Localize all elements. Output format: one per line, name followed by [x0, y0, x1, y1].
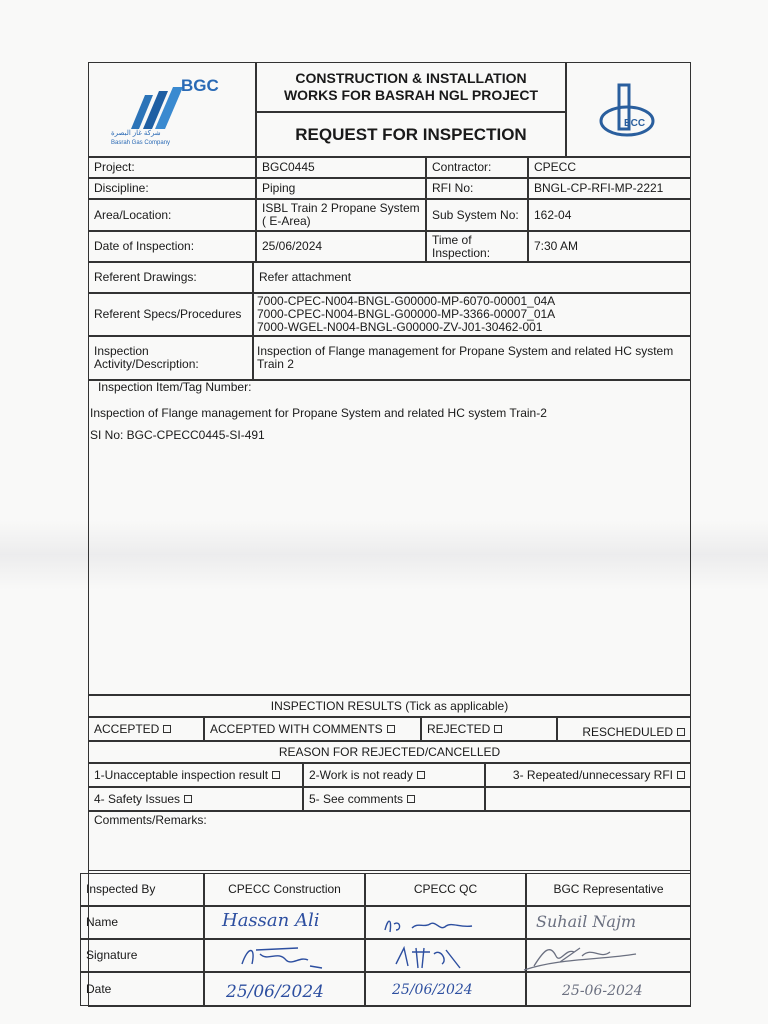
reason-3-label: 3- Repeated/unnecessary RFI	[512, 767, 673, 782]
handwritten-date-3: 25-06-2024	[562, 983, 643, 999]
reason-1-option[interactable]	[88, 763, 303, 787]
date-label: Date of Inspection:	[88, 231, 256, 262]
project-title	[256, 62, 566, 112]
project-title-line1: CONSTRUCTION & INSTALLATION	[295, 70, 527, 86]
item-label: Inspection Item/Tag Number:	[98, 380, 252, 394]
ecc-logo-text: ECC	[624, 118, 646, 129]
reason-2-checkbox[interactable]	[417, 771, 425, 779]
specs-value	[253, 293, 691, 336]
rescheduled-label: RESCHEDULED	[582, 724, 673, 739]
bgc-logo-cell	[88, 62, 256, 157]
accepted-comments-option[interactable]	[204, 717, 421, 741]
col-cpecc-qc: CPECC QC	[365, 873, 526, 906]
rfi-value: BNGL-CP-RFI-MP-2221	[528, 178, 691, 199]
contractor-label: Contractor:	[426, 157, 528, 178]
accepted-label: ACCEPTED	[94, 721, 160, 736]
discipline-value: Piping	[256, 178, 426, 199]
subsystem-label: Sub System No:	[426, 199, 528, 231]
date-row-label: Date	[80, 972, 204, 1006]
handwritten-name-1: Hassan Ali	[222, 910, 320, 931]
col-cpecc-construction: CPECC Construction	[204, 873, 365, 906]
handwritten-date-1: 25/06/2024	[226, 982, 324, 1002]
accepted-checkbox[interactable]	[163, 725, 171, 733]
time-label: Time of Inspection:	[426, 231, 528, 262]
handwritten-name-3: Suhail Najm	[536, 912, 637, 931]
contractor-value: CPECC	[528, 157, 691, 178]
rejected-option[interactable]	[421, 717, 557, 741]
item-line2: SI No: BGC-CPECC0445-SI-491	[90, 428, 265, 442]
reason-title: REASON FOR REJECTED/CANCELLED	[88, 741, 691, 763]
reason-empty-cell	[485, 787, 691, 811]
drawings-value: Refer attachment	[253, 262, 691, 293]
subsystem-value: 162-04	[528, 199, 691, 231]
spec-line: 7000-CPEC-N004-BNGL-G00000-MP-3366-00007_01A	[257, 307, 556, 321]
results-title: INSPECTION RESULTS (Tick as applicable)	[88, 695, 691, 717]
accepted-comments-checkbox[interactable]	[387, 725, 395, 733]
project-title-line2: WORKS FOR BASRAH NGL PROJECT	[283, 87, 539, 103]
rejected-label: REJECTED	[427, 721, 491, 736]
activity-label: Inspection Activity/Description:	[88, 336, 253, 380]
signature-row-label: Signature	[80, 939, 204, 972]
handwritten-name-2	[380, 914, 480, 936]
accepted-option[interactable]	[88, 717, 204, 741]
time-value: 7:30 AM	[528, 231, 691, 262]
reason-3-option[interactable]	[485, 763, 691, 787]
form-title: REQUEST FOR INSPECTION	[256, 112, 566, 157]
reason-5-checkbox[interactable]	[407, 795, 415, 803]
comments-box[interactable]	[88, 811, 691, 871]
reason-5-option[interactable]	[303, 787, 485, 811]
activity-value: Inspection of Flange management for Propane System and related HC system Train 2	[253, 336, 691, 380]
col-bgc-representative: BGC Representative	[526, 873, 691, 906]
spec-line: 7000-WGEL-N004-BNGL-G00000-ZV-J01-30462-001	[257, 320, 543, 334]
reason-2-label: 2-Work is not ready	[309, 767, 413, 782]
signature-3	[520, 940, 640, 974]
discipline-label: Discipline:	[88, 178, 256, 199]
handwritten-date-2: 25/06/2024	[392, 982, 473, 998]
signature-2	[390, 944, 470, 972]
reason-5-label: 5- See comments	[309, 791, 404, 806]
drawings-label: Referent Drawings:	[88, 262, 253, 293]
comments-label: Comments/Remarks:	[94, 813, 207, 827]
reason-4-option[interactable]	[88, 787, 303, 811]
contractor-logo-cell	[566, 62, 691, 157]
project-label: Project:	[88, 157, 256, 178]
bgc-logo-text: BGC	[181, 76, 219, 95]
bgc-logo-subtext: Basrah Gas Company	[111, 140, 171, 146]
ecc-logo-icon	[597, 81, 657, 141]
rescheduled-option[interactable]	[557, 717, 691, 741]
reason-4-checkbox[interactable]	[184, 795, 192, 803]
accepted-comments-label: ACCEPTED WITH COMMENTS	[210, 721, 383, 736]
reason-1-checkbox[interactable]	[272, 771, 280, 779]
inspected-by-label: Inspected By	[80, 873, 204, 906]
signature-1	[238, 942, 328, 972]
reason-1-label: 1-Unacceptable inspection result	[94, 767, 269, 782]
bgc-logo-arabic: شركة غاز البصرة	[111, 130, 161, 137]
reason-2-option[interactable]	[303, 763, 485, 787]
date-value: 25/06/2024	[256, 231, 426, 262]
rejected-checkbox[interactable]	[494, 725, 502, 733]
spec-line: 7000-CPEC-N004-BNGL-G00000-MP-6070-00001_04A	[257, 294, 556, 308]
name-row-label: Name	[80, 906, 204, 939]
rfi-label: RFI No:	[426, 178, 528, 199]
reason-3-checkbox[interactable]	[677, 771, 685, 779]
area-value: ISBL Train 2 Propane System ( E-Area)	[256, 199, 426, 231]
specs-label: Referent Specs/Procedures	[88, 293, 253, 336]
rescheduled-checkbox[interactable]	[677, 728, 685, 736]
area-label: Area/Location:	[88, 199, 256, 231]
project-value: BGC0445	[256, 157, 426, 178]
reason-4-label: 4- Safety Issues	[94, 791, 181, 806]
item-line1: Inspection of Flange management for Propane System and related HC system Train-2	[90, 406, 547, 420]
